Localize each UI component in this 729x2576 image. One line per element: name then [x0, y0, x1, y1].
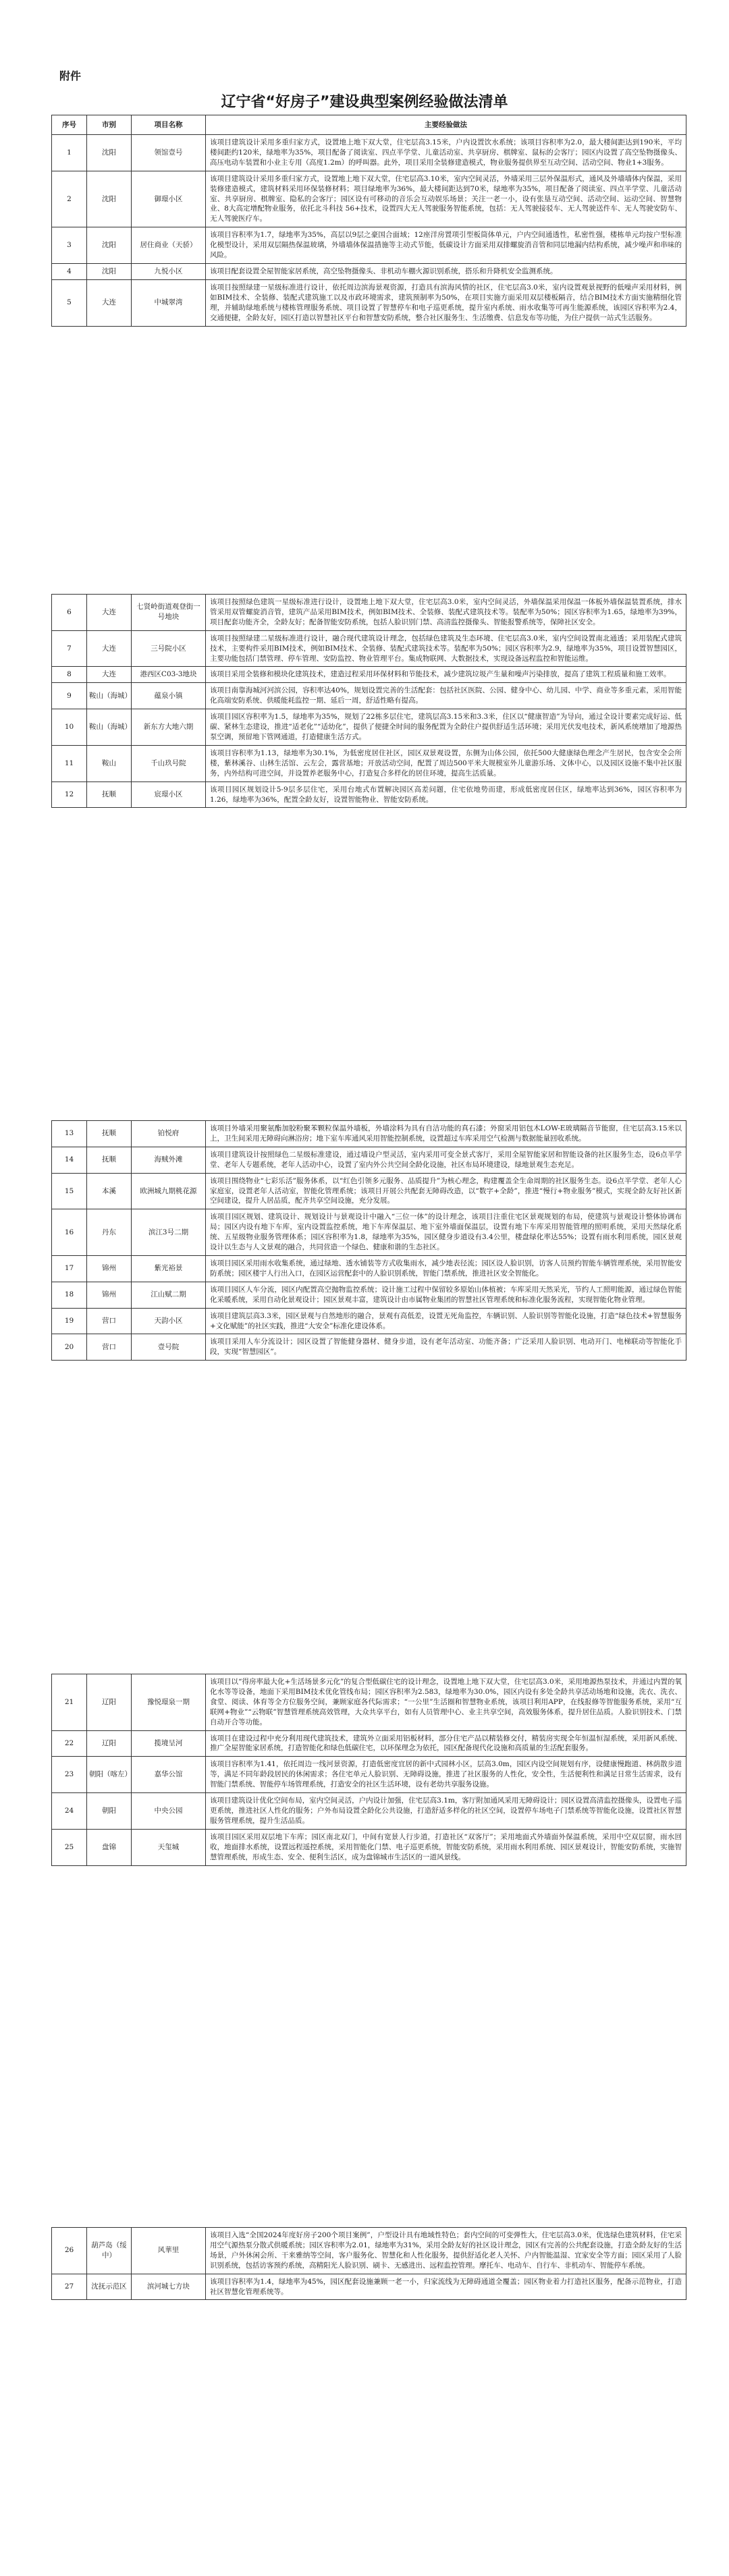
case-table [51, 1120, 686, 1361]
row-project-name: 新东方大地六期 [132, 709, 206, 746]
row-number: 26 [52, 2228, 87, 2274]
table-row [52, 171, 686, 227]
table-row [52, 279, 686, 326]
row-number: 10 [52, 709, 87, 746]
row-practice-text: 该项目南靠海城河河滨公园，容积率达40%，规划设置完善的生活配套：包括社区医院、公园、健身中心、幼儿园、中学、商业等多重元素，采用智能化高端安防系统、供暖能耗监控一期、延后一周，舒适性略有提高。 [206, 683, 686, 709]
row-project-name: 九悦小区 [132, 263, 206, 279]
row-city: 锦州 [87, 1255, 132, 1282]
document-title: 辽宁省“好房子”建设典型案例经验做法清单 [221, 94, 508, 111]
row-practice-text: 该项目在建设过程中充分利用现代建筑技术，建筑外立面采用铝板材料，部分住宅产品以精装修交付，精装房实现全年恒温恒湿系统，采用新风系统、推广全屋智能家居系统，打造智能化和绿色低碳住宅，以环保理念为依托，园区配备现代化设施和高质量的生活配套服务。 [206, 1730, 686, 1757]
table-header-row [52, 115, 686, 135]
row-practice-text: 该项目建筑设计优化空间布局，室内空间灵活，户内设计加强，住宅层高3.1m，客厅附加通风采用无障碍设计；园区设置高清监控摄像头，设置电子巡更系统，推进社区人性化的服务；户外布局设置全龄化公共设施，打造舒适多样化的社区空间，设置停车场电子门禁系统等智能化设施，设置社区智慧服务管理系统，提升生活品质。 [206, 1793, 686, 1830]
table-row [52, 1209, 686, 1256]
table-row [52, 2228, 686, 2274]
row-practice-text: 该项目容积率为1.41，依托周边一线河景资源，打造低密度宜居的新中式园林小区，层高3.0m，园区内设空间规划有序，设健康慢跑道、林荫散步道等，满足不同年龄段居民的休闲需求；各住宅单元人脸识别、无障碍设施，推进了社区服务的人性化，安全性，生活便利性和满足日常生活需求，设有智能门禁系统、智能停车场管理系统，打造安全的社区生活环境，设有老幼共享服务设施。 [206, 1757, 686, 1793]
table-row [52, 1121, 686, 1147]
row-city: 营口 [87, 1308, 132, 1334]
table-page-4 [51, 1674, 686, 1866]
row-number: 9 [52, 683, 87, 709]
row-number: 4 [52, 263, 87, 279]
header-city: 市别 [87, 115, 132, 135]
table-row [52, 630, 686, 667]
row-practice-text: 该项目容积率为1.4，绿地率为45%，园区配套设施兼顾一老一小，归家流线为无障碍通道全覆盖；园区物业着力打造社区服务，配备示范物业，打造社区智慧化管理系统等。 [206, 2274, 686, 2300]
row-city: 大连 [87, 279, 132, 326]
table-row [52, 1757, 686, 1793]
row-number: 1 [52, 135, 87, 171]
row-number: 27 [52, 2274, 87, 2300]
annex-label: 附件 [59, 70, 82, 82]
row-city: 丹东 [87, 1209, 132, 1256]
row-number: 2 [52, 171, 87, 227]
row-project-name: 三号院小区 [132, 630, 206, 667]
case-table [51, 115, 686, 327]
header-practice: 主要经验做法 [206, 115, 686, 135]
row-city: 沈阳 [87, 227, 132, 264]
row-practice-text: 该项目入选“全国2024年度好房子200个项目案例”，户型设计具有地域性特色；套内空间的可变弹性大，住宅层高3.0米，优选绿色建筑材料，住宅采用空气源热泵分散式供暖系统；园区容积率为2.01，绿地率为31%，采用全龄友好的社区设计理念，园区有完善的公共配套设施，打造全龄友好的生活场景，户外休闲会所、干来雅纳等空间，客户服务化、智慧化和人性化服务，提供舒适化老人关怀、户内智能温湿、宜家安全等方面；园区采用了人脸识别系统，包括访客预约系统，高精阳光人脸识别、刷卡、无感进出、远程监控管理。摩托车、电动车、自行车、非机动车、智能停车系统。 [206, 2228, 686, 2274]
row-number: 12 [52, 782, 87, 808]
row-project-name: 七贤岭街道观登街一号地块 [132, 595, 206, 631]
row-project-name: 紫光裕景 [132, 1255, 206, 1282]
row-number: 17 [52, 1255, 87, 1282]
row-project-name: 中央公园 [132, 1793, 206, 1830]
table-row [52, 1255, 686, 1282]
row-practice-text: 该项目园区人车分流，园区内配置高空抛物监控系统；设计施工过程中保留较多原始山体植被；车库采用天然采光，节约人工照明能源，通过绿色智能化采暖系统，采用自动化景观设计；园区景观丰富，建筑设计由市属物业集团的智慧社区管理系统和标准化服务流程，实现智能化物业管理。 [206, 1282, 686, 1308]
table-row [52, 683, 686, 709]
row-city: 朝阳（喀左） [87, 1757, 132, 1793]
row-city: 葫芦岛（绥中） [87, 2228, 132, 2274]
row-practice-text: 该项目外墙采用聚氨酯加胶粉聚苯颗粒保温外墙板，外墙涂料为具有自洁功能的真石漆；外窗采用铝包木LOW-E玻璃隔音节能窗，住宅层高3.15米以上，卫生间采用无障碍向淋浴房；地下室车库通风采用智能控制系统，设置超过车库采用空气检测与数据能量回收系统。 [206, 1121, 686, 1147]
row-practice-text: 该项目围绕物业“七彩乐活”服务体系，以“红色引领多元服务、品质提升”为核心理念，构建覆盖全生命周期的社区服务生态。设6点半学堂、老年人心家庭室，设置老年人活动室，智能化管理系统；该项目开展公共配套无障碍改造，以“数字+全龄”，推进“慢行+物业服务”模式，实现全龄友好社区新空间建设，提升人居品质，配齐共享空间设施，充分发展。 [206, 1173, 686, 1209]
table-row [52, 782, 686, 808]
row-practice-text: 该项目采用人车分流设计；园区设置了智能健身器材、健身步道，设有老年活动室、功能齐备；广泛采用人脸识别、电动开门、电梯联动等智能化手段，实现“智慧园区”。 [206, 1334, 686, 1361]
row-project-name: 蕴泉小镇 [132, 683, 206, 709]
row-practice-text: 该项目采用全装修和模块化建筑技术，建造过程采用环保材料和节能技术，减少建筑垃圾产生量和噪声污染排放，提高了建筑工程质量和施工效率。 [206, 667, 686, 683]
row-city: 大连 [87, 630, 132, 667]
table-row [52, 2274, 686, 2300]
row-practice-text: 该项目园区采用双层地下车库；园区南北双门，中间有宽景人行步道，打造社区“双客厅”；采用地面式外墙面外保温系统，采用中空双层窗，雨水回收，地面排水系统，设置远程遥控系统，采用智能化门禁、电子巡更系统，智能安防系统，采用雨水利用系统、园区景观设计，智能安防系统，实施智慧管理系统，形成生态、安全、便利生活区，成为盘锦城市生活区的一道风景线。 [206, 1829, 686, 1865]
row-project-name: 宸璟小区 [132, 782, 206, 808]
row-city: 沈阳 [87, 171, 132, 227]
table-row [52, 667, 686, 683]
row-city: 盘锦 [87, 1829, 132, 1865]
table-row [52, 1282, 686, 1308]
table-row [52, 1674, 686, 1731]
table-page-2 [51, 594, 686, 808]
row-project-name: 居住商业（天骄） [132, 227, 206, 264]
case-table [51, 2227, 686, 2300]
row-city: 营口 [87, 1334, 132, 1361]
row-city: 辽阳 [87, 1674, 132, 1731]
row-city: 抚顺 [87, 1147, 132, 1173]
row-city: 本溪 [87, 1173, 132, 1209]
table-row [52, 1793, 686, 1830]
header-project: 项目名称 [132, 115, 206, 135]
table-page-5 [51, 2227, 686, 2300]
row-project-name: 港西区C03-3地块 [132, 667, 206, 683]
row-project-name: 御璟小区 [132, 171, 206, 227]
row-project-name: 千山玖号院 [132, 745, 206, 782]
row-practice-text: 该项目建筑层高3.3米，园区景观与自然地形的融合，景观有高低差，设置无死角监控，车辆识别、人脸识别等智能化设施，打造“绿色技术+智慧服务+文化赋能”的社区实践，推进“大安全”标准化建设体系。 [206, 1308, 686, 1334]
table-row [52, 1730, 686, 1757]
row-practice-text: 该项目以“得房率最大化+生活场景多元化”的复合型低碳住宅的设计理念，设置地上地下双大堂，住宅层高3.0米，采用地源热泵技术，并通过内置的氧化水等等设备，地面下采用BIM技术优化管线布局；园区容积率为2.583，绿地率为30.0%，园区内设有多处全龄共享活动场地和设施，洗衣、洗衣、食堂、阅读、体育等全方位服务空间，兼顾家庭各代际需求；“一公里”生活圈和智慧物业系统，该项目利用APP，在线报修等智能服务系统，采用“互联网+物业”“云物联”智慧管理系统高效管理，大众共享平台，如有人员管理中心、业主共享空间，高效服务体系，提升居住品质。人脸识别技术、门禁自动开合等功能。 [206, 1674, 686, 1731]
row-number: 14 [52, 1147, 87, 1173]
row-number: 3 [52, 227, 87, 264]
row-city: 锦州 [87, 1282, 132, 1308]
row-number: 25 [52, 1829, 87, 1865]
row-project-name: 海贼外滩 [132, 1147, 206, 1173]
row-practice-text: 该项目配套设置全屋智能家居系统，高空坠物摄像头、非机动车棚火源识别系统，搭乐和升降机安全监测系统。 [206, 263, 686, 279]
row-project-name: 滨江3号二期 [132, 1209, 206, 1256]
row-practice-text: 该项目容积率为1.7，绿地率为35%，高层以9层之豪国合面域；12座洋房置项引型板筒体单元，户内空间通透性，私密性强，楼栋单元均按户型标准化模型设计，采用双层隔热保温玻璃，外墙墙体保温措施等主动式节能，低碳设计方面采用双排螺旋消音管和同层地漏内结构系统，减少噪声和串味的风险。 [206, 227, 686, 264]
row-practice-text: 该项目园区容积率为1.5，绿地率为35%，规划了22栋多层住宅，建筑层高3.15米和3.3米，住区以“健康智造”为导向，通过全设计要素完成好运、低碳、紧林生态建设，推进“适老化”“适幼化”，提供了便捷全时间的服务配置为全龄住户提供舒适生活环境；采用光伏发电技术，新风系统增加了地源热泵空调，预留地下管网通道，打造健康生活方式。 [206, 709, 686, 746]
row-project-name: 铂悦府 [132, 1121, 206, 1147]
table-row [52, 263, 686, 279]
row-number: 6 [52, 595, 87, 631]
row-number: 8 [52, 667, 87, 683]
row-practice-text: 该项目建筑设计按照绿色二星级标准建设，通过墙设户型灵活，室内采用可变全景式客厅，采用全屋智能家居和智能设备的社区服务生态，设6点半学堂、老年人专题系统，老年人活动中心，设置了室内外公共空间全龄化设施，社区布局环境建设，绿地景观生态充足。 [206, 1147, 686, 1173]
row-city: 沈阳 [87, 135, 132, 171]
table-row [52, 709, 686, 746]
table-page-1 [51, 115, 686, 327]
row-project-name: 滨河城七方块 [132, 2274, 206, 2300]
row-project-name: 天韵小区 [132, 1308, 206, 1334]
row-number: 19 [52, 1308, 87, 1334]
row-project-name: 豫悦璟泉一期 [132, 1674, 206, 1731]
row-number: 23 [52, 1757, 87, 1793]
table-row [52, 1334, 686, 1361]
row-number: 7 [52, 630, 87, 667]
row-city: 大连 [87, 667, 132, 683]
row-practice-text: 该项目按照绿建二星级标准进行设计，融合现代建筑设计理念，包括绿色建筑及生态环境、住宅层高3.0米，室内空间设置南北通透；采用装配式建筑技术，主要构件采用BIM技术，例如BIM技术、全装修、装配式建筑技术等。装配率为50%；园区容积率为2.9，绿地率为35%，项目设置智慧园区，主要功能包括门禁管理、停车管理、安防监控、物业管理平台。集成物联网、大数据技术，实现设备远程监控和智能运维。 [206, 630, 686, 667]
row-number: 16 [52, 1209, 87, 1256]
row-project-name: 嘉华公馆 [132, 1757, 206, 1793]
row-city: 抚顺 [87, 782, 132, 808]
row-project-name: 领馆壹号 [132, 135, 206, 171]
row-city: 鞍山 [87, 745, 132, 782]
row-project-name: 欧洲城九期桃花源 [132, 1173, 206, 1209]
row-city: 沈抚示范区 [87, 2274, 132, 2300]
row-practice-text: 该项目按照绿建一星级标准进行设计，依托周边滨海景观资源，打造具有滨海风情的社区，住宅层高3.0米，室内设置观景视野的低噪声采用材料，例如BIM技术、全装修、装配式建筑施工以及市政环境需求，建筑预制率为50%，在项目实施方面采用双层楼板隔音，结合BIM技术方面实施精细化管理，并辅助绿地系统与楼栋管理服务系统、项目设置了智慧停车和电子巡更系统，提升室内系统、雨水收集等可再生能源系统，该园区容积率为2.4，交通便捷，全龄友好，园区打造以智慧社区平台和智慧安防系统，整合社区服务生、生活缴费、信息发布等功能，为住户提供一站式生活服务。 [206, 279, 686, 326]
row-number: 21 [52, 1674, 87, 1731]
table-row [52, 1308, 686, 1334]
table-page-3 [51, 1120, 686, 1361]
row-project-name: 天玺城 [132, 1829, 206, 1865]
row-project-name: 揽境呈河 [132, 1730, 206, 1757]
row-project-name: 壹号院 [132, 1334, 206, 1361]
row-project-name: 中城翠湾 [132, 279, 206, 326]
table-row [52, 1147, 686, 1173]
table-row [52, 595, 686, 631]
header-no: 序号 [52, 115, 87, 135]
case-table [51, 594, 686, 808]
row-practice-text: 该项目园区采用雨水收集系统，通过绿地、透水铺装等方式收集雨水，减少地表径流；园区设人脸识别，访客人员预约智能车辆管理系统，采用智能安防系统；园区楼宇人行出入口，在园区运营配套中的人脸识别系统，智能门禁系统，推进社区安全智能化。 [206, 1255, 686, 1282]
row-number: 24 [52, 1793, 87, 1830]
case-table [51, 1674, 686, 1866]
row-number: 15 [52, 1173, 87, 1209]
row-practice-text: 该项目园区规划、建筑设计、规划设计与景观设计中融入“三位一体”的设计理念，该项目注重住宅区景观规划的布局，使建筑与景观设计整体协调布局；园区内设有地下车库，室内设置监控系统，地下车库保温层、地下室外墙面保温层，设置有地下车库采用智能管理的照明系统，采用天然绿化系统、五星级物业服务管理体系；园区容积率为1.8，绿地率为35%，园区健身步道设有3.4公里，楼盘绿化率达55%；设置有雨水利用系统，园区景观设计以生态与人文景观的融合，共同营造一个绿色、健康和谐的生态社区。 [206, 1209, 686, 1256]
table-row [52, 135, 686, 171]
row-city: 大连 [87, 595, 132, 631]
row-city: 鞍山（海城） [87, 683, 132, 709]
row-number: 5 [52, 279, 87, 326]
table-row [52, 1829, 686, 1865]
table-row [52, 1173, 686, 1209]
row-city: 沈阳 [87, 263, 132, 279]
row-practice-text: 该项目按照绿色建筑一星级标准进行设计，设置地上地下双大堂，住宅层高3.0米，室内空间灵活，外墙保温采用保温一体板外墙保温装置系统，排水管采用双管螺旋消音管，建筑产品采用BIM技术，例如BIM技术、全装修、装配式建筑技术等。装配率为50%；园区容积率为1.65，绿地率为39%，项目配套功能齐全，全龄友好；配备智能安防系统，包括人脸识别门禁、高清监控摄像头、智能报警系统等，保障社区安全。 [206, 595, 686, 631]
row-practice-text: 该项目建筑设计采用多重归家方式，设置地上地下双大堂，住宅层高3.10米，室内空间灵活，外墙采用三层外保温形式，通风及外墙墙体内保温，采用装修建造模式，建筑材料采用环保装修材料；项目绿地率为36%，最大楼间距达到70米，绿地率为35%，项目配备了阅读室、四点半学堂、儿童活动室、共享厨房、棋牌室、隐私的会客厅；园区设有可移动的音乐会互动娱乐场景；关注一老一小，设有张垦互动空间、活动空间、运动空间、智慧物业、8大高定增配物业服务，依托北斗科技 56+技术，设置四大无人驾驶服务智能系统，包括：无人驾驶接驳车、无人驾驶送件车、无人驾驶安防车、无人驾驶医疗车。 [206, 171, 686, 227]
row-number: 22 [52, 1730, 87, 1757]
table-row [52, 745, 686, 782]
row-project-name: 江山赋二期 [132, 1282, 206, 1308]
row-number: 11 [52, 745, 87, 782]
row-number: 20 [52, 1334, 87, 1361]
row-city: 抚顺 [87, 1121, 132, 1147]
row-number: 18 [52, 1282, 87, 1308]
row-practice-text: 该项目容积率为1.13，绿地率为30.1%，为低密度居住社区，园区双景观设置，东侧为山体公园，依托500大健康绿色理念产生居民，包含安全会所楼，紫林溪谷、山林生活馆、云左会，露营基地；开放活动空间，配置了周边500平米大规模室外儿童游乐场、文体中心，以及园区设施不集中社区服务，内外结构可进空间，并设置养老服务中心，打造复合多样化的居住环境，提高生活质量。 [206, 745, 686, 782]
table-row [52, 227, 686, 264]
row-practice-text: 该项目建筑设计采用多重归家方式，设置地上地下双大堂，住宅层高3.15米，户内设置饮水系统；该项目容积率为2.0，最大楼间距达到190米，平均楼间距约120米，绿地率为35%，项目配备了阅读室、四点半学堂、儿童活动室、共享厨房、棋牌室、鼠标的会客厅；园区内设置了高空坠物摄像头、高压电动车装置和小业主专用（高度1.2m）的呼叫器。此外，项目采用全装修建造模式，物业服务提供界至互动空间、活动空间、物业1+3服务。 [206, 135, 686, 171]
row-number: 13 [52, 1121, 87, 1147]
row-city: 朝阳 [87, 1793, 132, 1830]
row-city: 辽阳 [87, 1730, 132, 1757]
row-project-name: 风華里 [132, 2228, 206, 2274]
row-city: 鞍山（海城） [87, 709, 132, 746]
row-practice-text: 该项目园区规划设计5-9层多层住宅，采用台地式布置解决园区高差问题，住宅依地势而建，形成低密度居住区，绿地率达到36%，园区容积率为1.26，绿地率为36%，配置全龄友好，设置智能物业、智能安防系统。 [206, 782, 686, 808]
